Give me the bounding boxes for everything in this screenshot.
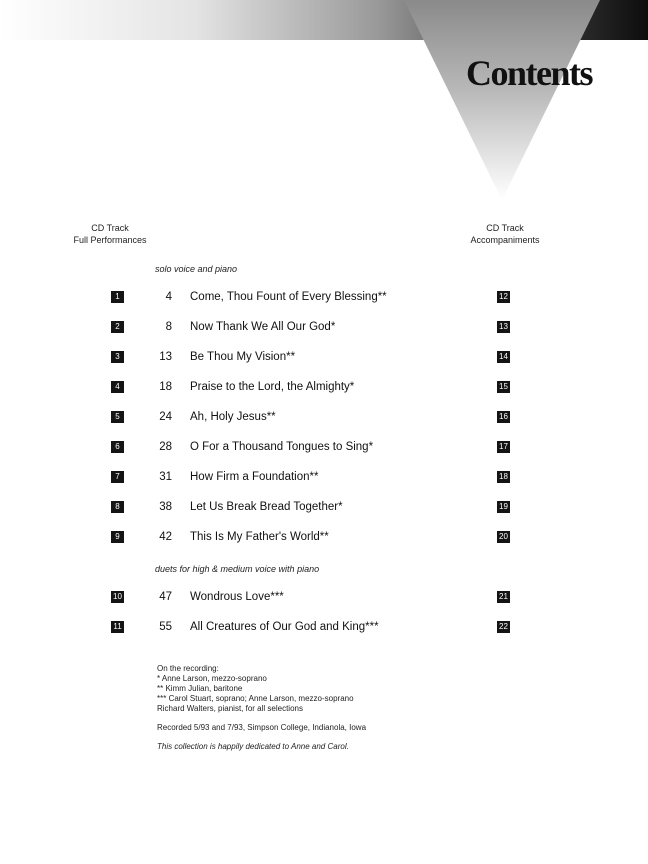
page-number: 38 [159,501,172,513]
page-number: 13 [159,351,172,363]
page-number: 4 [165,291,172,303]
page-number: 31 [159,471,172,483]
toc-row [0,438,648,458]
performer-note: * Anne Larson, mezzo-soprano [157,674,267,683]
song-title: Be Thou My Vision** [190,351,296,363]
section-label-solo: solo voice and piano [155,264,238,274]
song-title: How Firm a Foundation** [190,471,319,483]
song-title: Praise to the Lord, the Almighty* [190,381,355,393]
track-box-accompaniment: 18 [497,471,510,483]
performer-note: *** Carol Stuart, soprano; Anne Larson, mezzo-soprano [157,694,354,703]
track-box-full: 1 [111,291,124,303]
column-header-line: CD Track [486,223,524,233]
song-title: Ah, Holy Jesus** [190,411,276,423]
toc-row [0,348,648,368]
toc-row [0,528,648,548]
song-title: O For a Thousand Tongues to Sing* [190,441,374,453]
toc-row [0,498,648,518]
track-box-full: 8 [111,501,124,513]
toc-row [0,288,648,308]
column-header-line: Accompaniments [470,235,540,245]
performer-note: ** Kimm Julian, baritone [157,684,243,693]
song-title: This Is My Father's World** [190,531,329,543]
track-box-accompaniment: 21 [497,591,510,603]
song-title: Wondrous Love*** [190,591,284,603]
track-box-accompaniment: 13 [497,321,510,333]
track-box-accompaniment: 15 [497,381,510,393]
page-number: 18 [159,381,172,393]
track-box-accompaniment: 16 [497,411,510,423]
page-number: 28 [159,441,172,453]
track-box-full: 9 [111,531,124,543]
page-number: 8 [165,321,172,333]
page-number: 47 [159,591,172,603]
song-title: Come, Thou Fount of Every Blessing** [190,291,387,303]
track-box-accompaniment: 17 [497,441,510,453]
page-number: 24 [159,411,172,423]
track-box-full: 10 [111,591,124,603]
toc-row [0,588,648,608]
track-box-full: 6 [111,441,124,453]
recording-heading: On the recording: [157,664,219,673]
column-header-line: CD Track [91,223,129,233]
track-box-full: 11 [111,621,124,633]
toc-row [0,618,648,638]
spotlight-triangle [404,0,600,200]
column-header-line: Full Performances [73,235,147,245]
track-box-full: 4 [111,381,124,393]
recording-notes [157,664,366,752]
page-number: 55 [159,621,172,633]
track-box-accompaniment: 22 [497,621,510,633]
track-box-full: 3 [111,351,124,363]
track-box-accompaniment: 12 [497,291,510,303]
track-box-accompaniment: 20 [497,531,510,543]
toc-row [0,318,648,338]
page-title: Contents [465,53,592,93]
track-box-accompaniment: 19 [497,501,510,513]
recording-info: Recorded 5/93 and 7/93, Simpson College, Indianola, Iowa [157,723,367,732]
song-title: Now Thank We All Our God* [190,321,336,333]
column-header-accompaniments [458,222,552,246]
section-label-duets: duets for high & medium voice with piano [155,564,320,574]
track-box-full: 7 [111,471,124,483]
track-box-full: 2 [111,321,124,333]
song-title: All Creatures of Our God and King*** [190,621,379,633]
dedication: This collection is happily dedicated to Anne and Carol. [157,742,349,751]
column-header-full-performances [58,222,162,246]
toc-row [0,468,648,488]
track-box-accompaniment: 14 [497,351,510,363]
page-number: 42 [159,531,172,543]
toc-row [0,408,648,428]
toc-row [0,378,648,398]
performer-note: Richard Walters, pianist, for all selections [157,704,303,713]
song-title: Let Us Break Bread Together* [190,501,343,513]
track-box-full: 5 [111,411,124,423]
